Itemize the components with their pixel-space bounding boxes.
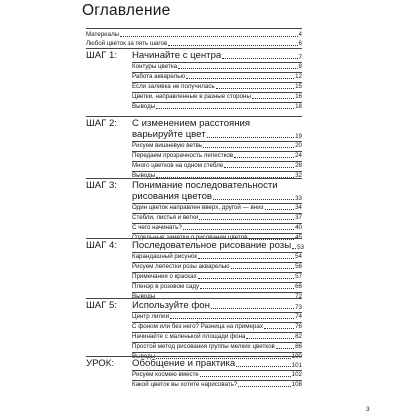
toc-entry	[132, 371, 302, 378]
dot-leader	[168, 45, 297, 46]
toc-entry	[132, 83, 302, 90]
chapter-title: Последовательное рисование розы	[132, 240, 292, 251]
chapter-step-label: ШАГ 1:	[86, 50, 118, 61]
chapter-heading	[132, 300, 302, 311]
entry-title: Выводы	[132, 293, 156, 300]
dot-leader	[200, 288, 294, 289]
chapter-heading	[132, 358, 302, 369]
divider	[86, 116, 302, 117]
entry-title: Центр лилии	[132, 313, 170, 320]
toc-entry	[132, 273, 302, 280]
toc-entry	[132, 152, 302, 159]
dot-leader	[207, 137, 295, 138]
dot-leader	[213, 199, 294, 200]
chapter-heading	[132, 191, 302, 202]
entry-title: Если заливка не получилась	[132, 83, 215, 90]
entry-page: 32	[295, 172, 302, 179]
dot-leader	[120, 36, 297, 37]
toc-entry	[132, 263, 302, 270]
entry-page: 82	[295, 333, 302, 340]
toc-entry	[132, 253, 302, 260]
entry-page: 12	[295, 73, 302, 80]
entry-page: 8	[298, 63, 302, 70]
entry-page: 4	[298, 31, 302, 38]
toc-entry	[132, 323, 302, 330]
chapter-title: С изменением расстояния	[132, 118, 251, 129]
entry-page: 28	[295, 162, 302, 169]
entry-page: 40	[295, 224, 302, 231]
dot-leader	[199, 219, 294, 220]
dot-leader	[222, 58, 297, 59]
entry-title: Работа акварелью	[132, 73, 186, 80]
entry-page: 102	[291, 371, 302, 378]
entry-title: Рисуем лепестки розы акварелью	[132, 263, 230, 270]
entry-title: Много цветков на одном стебле	[132, 162, 224, 169]
entry-title: Простой метод рисования группы мелких цветков	[132, 343, 275, 350]
chapter-step-label: ШАГ 4:	[86, 240, 118, 251]
toc-entry	[132, 162, 302, 169]
dot-leader	[234, 157, 294, 158]
dot-leader	[246, 338, 294, 339]
entry-title: С фоном или без него? Разница на примерах	[132, 323, 263, 330]
entry-title: Выводы	[132, 353, 156, 360]
divider	[86, 178, 302, 179]
entry-title: Пленэр в розовом саду	[132, 283, 200, 290]
toc-entry	[132, 103, 302, 110]
entry-page: 100	[291, 353, 302, 360]
chapter-title: Понимание последовательности	[132, 180, 278, 191]
entry-title: Отдельные заметки о рисовании цветов	[132, 234, 248, 241]
entry-page: 76	[295, 323, 302, 330]
chapter-step-label: ШАГ 5:	[86, 300, 118, 311]
entry-page: 45	[295, 234, 302, 241]
chapter-heading	[132, 50, 302, 61]
entry-page: 37	[295, 214, 302, 221]
entry-title: Рисуем космею вместе	[132, 371, 199, 378]
chapter-title: Используйте фон	[132, 300, 210, 311]
entry-page: 86	[295, 343, 302, 350]
dot-leader	[178, 68, 297, 69]
dot-leader	[203, 147, 294, 148]
entry-title: Выводы	[132, 103, 156, 110]
entry-title: Один цветок направлен вверх, другой — вниз	[132, 204, 264, 211]
front-matter-entry	[86, 31, 302, 38]
dot-leader	[183, 229, 294, 230]
chapter-step-label: ШАГ 2:	[86, 118, 118, 129]
divider	[86, 238, 302, 239]
chapter-title: Обобщение и практика	[132, 358, 236, 369]
entry-page: 72	[295, 293, 302, 300]
entry-page: 16	[295, 93, 302, 100]
dot-leader	[252, 98, 294, 99]
toc-entry	[132, 333, 302, 340]
toc-entry	[132, 204, 302, 211]
dot-leader	[200, 376, 291, 377]
dot-leader	[238, 386, 290, 387]
entry-page: 108	[291, 381, 302, 388]
dot-leader	[231, 268, 295, 269]
entry-page: 66	[295, 283, 302, 290]
entry-page: 56	[295, 263, 302, 270]
toc-entry	[132, 343, 302, 350]
entry-title: Начинайте с маленькой площади фона	[132, 333, 246, 340]
page-title: Оглавление	[82, 2, 171, 19]
chapter-title: рисования цветов	[132, 191, 212, 202]
dot-leader	[224, 167, 294, 168]
divider	[86, 356, 302, 357]
chapter-page: 7	[298, 54, 302, 61]
entry-page: 57	[295, 273, 302, 280]
entry-title: Какой цветок вы хотите нарисовать?	[132, 381, 238, 388]
dot-leader	[170, 318, 294, 319]
toc-entry	[132, 214, 302, 221]
chapter-step-label: ШАГ 3:	[86, 180, 118, 191]
toc-entry	[132, 93, 302, 100]
chapter-page: 33	[295, 195, 302, 202]
entry-title: Любой цветок за пять шагов	[86, 40, 168, 47]
chapter-page: 19	[295, 133, 302, 140]
entry-title: Материалы	[86, 31, 120, 38]
entry-page: 20	[295, 142, 302, 149]
toc-entry	[132, 63, 302, 70]
dot-leader	[216, 88, 295, 89]
entry-page: 18	[295, 103, 302, 110]
entry-title: Рисуем вишневую ветвь	[132, 142, 203, 149]
chapter-title: Начинайте с центра	[132, 50, 222, 61]
dot-leader	[211, 308, 294, 309]
entry-page: 74	[295, 313, 302, 320]
chapter-heading	[132, 240, 302, 251]
chapter-page: 73	[295, 304, 302, 311]
entry-title: Передаем прозрачность лепестков	[132, 152, 234, 159]
toc-entry	[132, 73, 302, 80]
toc-entry	[132, 283, 302, 290]
toc-entry	[132, 224, 302, 231]
chapter-step-label: УРОК:	[86, 358, 114, 369]
front-matter-entry	[86, 40, 302, 47]
entry-page: 24	[295, 152, 302, 159]
divider	[86, 298, 302, 299]
entry-title: Выводы	[132, 172, 156, 179]
entry-title: Карандашный рисунок	[132, 253, 198, 260]
chapter-page: 53	[297, 244, 304, 251]
toc-entry	[132, 381, 302, 388]
entry-page: 6	[298, 40, 302, 47]
dot-leader	[292, 248, 296, 249]
entry-title: С чего начинать?	[132, 224, 182, 231]
dot-leader	[236, 366, 290, 367]
dot-leader	[156, 108, 294, 109]
dot-leader	[198, 258, 294, 259]
entry-title: Цветки, направленные в разные стороны	[132, 93, 251, 100]
entry-page: 34	[295, 204, 302, 211]
dot-leader	[186, 78, 294, 79]
chapter-title: варьируйте цвет	[132, 129, 206, 140]
dot-leader	[198, 278, 294, 279]
divider	[86, 48, 302, 49]
divider	[86, 28, 302, 29]
toc-entry	[132, 142, 302, 149]
entry-title: Примечания о красках	[132, 273, 197, 280]
toc-entry	[132, 313, 302, 320]
chapter-page: 101	[291, 362, 302, 369]
dot-leader	[276, 348, 294, 349]
entry-title: Контуры цветка	[132, 63, 178, 70]
chapter-heading	[132, 129, 302, 140]
entry-title: Стебли, листья и ветки	[132, 214, 199, 221]
dot-leader	[264, 328, 294, 329]
dot-leader	[265, 209, 295, 210]
page-number: 3	[366, 406, 370, 413]
entry-page: 15	[295, 83, 302, 90]
entry-page: 54	[295, 253, 302, 260]
